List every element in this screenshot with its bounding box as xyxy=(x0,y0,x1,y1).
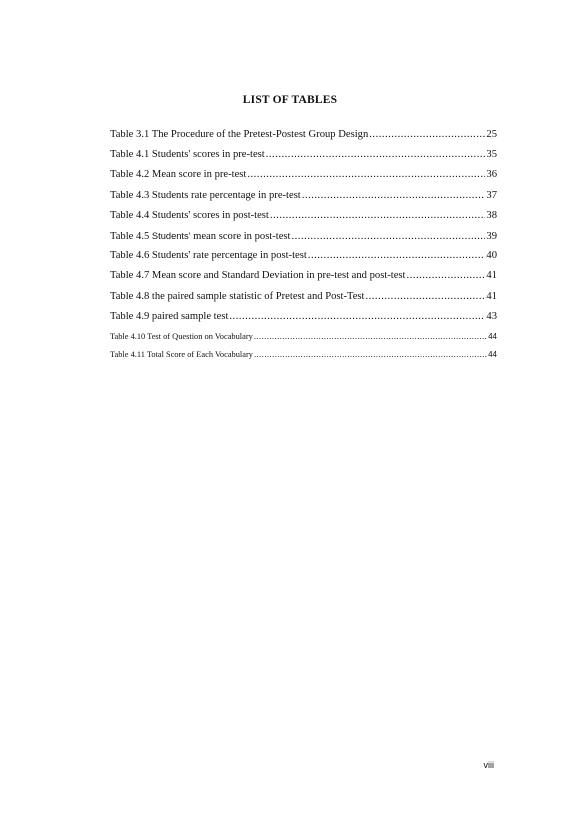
dot-leader xyxy=(365,290,485,304)
toc-entry-label: Table 4.9 paired sample test xyxy=(110,310,229,322)
toc-entry-label-prefix: Table 4.5 xyxy=(110,230,152,242)
toc-entry-label: Table 3.1 The Procedure of the Pretest-Postest Group Design xyxy=(110,129,369,140)
dot-leader xyxy=(407,269,486,283)
page-title: LIST OF TABLES xyxy=(242,94,338,106)
toc-entry-page: 44 xyxy=(488,350,497,360)
toc-entry-label xyxy=(110,229,291,244)
list-of-tables xyxy=(110,128,497,367)
toc-entry-page: 41 xyxy=(486,270,497,282)
toc-entry-page: 25 xyxy=(486,129,497,140)
toc-entry-page: 36 xyxy=(486,169,497,181)
toc-entry-page: 43 xyxy=(486,310,497,322)
toc-entry[interactable] xyxy=(110,310,497,330)
toc-entry-label: Table 4.10 Test of Question on Vocabulary xyxy=(110,331,253,341)
toc-entry[interactable] xyxy=(110,249,497,269)
toc-entry-page: 41 xyxy=(486,290,497,302)
toc-entry-page: 39 xyxy=(486,230,497,242)
toc-entry[interactable] xyxy=(110,128,497,148)
dot-leader xyxy=(247,168,485,182)
toc-entry-label: Table 4.1 Students' scores in pre-test xyxy=(110,149,265,161)
toc-entry[interactable] xyxy=(110,148,497,168)
toc-entry-label: Table 4.11 Total Score of Each Vocabulary xyxy=(110,350,253,360)
toc-entry[interactable] xyxy=(110,229,497,249)
toc-entry-page: 37 xyxy=(486,189,497,201)
dot-leader xyxy=(308,249,486,263)
dot-leader xyxy=(302,189,486,203)
dot-leader xyxy=(254,330,487,344)
toc-entry[interactable] xyxy=(110,290,497,310)
toc-entry[interactable] xyxy=(110,168,497,188)
dot-leader xyxy=(229,310,485,324)
toc-entry-page: 44 xyxy=(488,331,497,341)
toc-entry[interactable] xyxy=(110,348,497,367)
dot-leader xyxy=(369,128,485,142)
toc-entry[interactable] xyxy=(110,209,497,229)
toc-entry-label-suffix: mean score in post-test xyxy=(190,230,291,242)
toc-entry-label: Table 4.2 Mean score in pre-test xyxy=(110,169,247,181)
toc-entry-label: Table 4.6 Students' rate percentage in post-test xyxy=(110,250,307,262)
toc-entry-page: 40 xyxy=(486,250,497,262)
toc-entry-label: Table 4.8 the paired sample statistic of Pretest and Post-Test xyxy=(110,290,365,302)
toc-entry-label-sans: Students' xyxy=(151,230,191,241)
page-number: viii xyxy=(483,760,494,770)
toc-entry-label: Table 4.4 Students' scores in post-test xyxy=(110,209,269,221)
toc-entry[interactable] xyxy=(110,269,497,289)
dot-leader xyxy=(270,209,486,223)
toc-entry-label: Table 4.7 Mean score and Standard Deviation in pre-test and post-test xyxy=(110,270,406,282)
dot-leader xyxy=(266,148,486,162)
toc-entry-page: 38 xyxy=(486,209,497,221)
toc-entry[interactable] xyxy=(110,330,497,349)
toc-entry-label: Table 4.3 Students rate percentage in pre-test xyxy=(110,189,301,201)
toc-entry-page: 35 xyxy=(486,149,497,161)
dot-leader xyxy=(254,348,487,362)
dot-leader xyxy=(292,230,486,244)
toc-entry[interactable] xyxy=(110,189,497,209)
